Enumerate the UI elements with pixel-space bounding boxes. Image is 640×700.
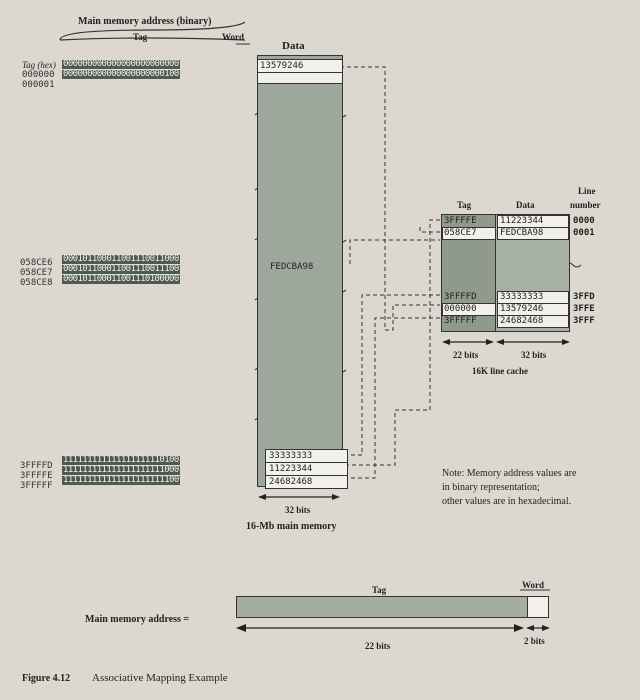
cache-data-0001: FEDCBA98 [497,227,569,240]
memory-caption: 16-Mb main memory [246,521,337,532]
address-tag-label: Tag [133,32,148,42]
cache-line-3ffe: 3FFE [573,304,595,314]
cache-number-header: number [570,200,601,210]
binary-address-row-058ce8: 000101100011001110100000 [63,274,179,284]
cache-tag-3fff: 3FFFFF [444,316,477,326]
cache-line-header: Line [578,186,596,196]
note-line-1: Note: Memory address values are [442,468,577,479]
cache-data-3ffd: 33333333 [497,291,569,304]
main-memory-address-heading: Main memory address (binary) [78,16,212,27]
cache-data-bits: 32 bits [521,350,547,360]
cache-tag-0001: 058CE7 [442,227,496,240]
format-word-bits: 2 bits [524,636,545,646]
tag-hex-058ce6: 058CE6 [20,258,53,268]
cache-data-header: Data [516,200,535,210]
cache-line-0000: 0000 [573,216,595,226]
memory-data-header: Data [282,40,305,52]
figure-title: Associative Mapping Example [92,672,228,684]
tag-hex-3fffd: 3FFFFD [20,461,53,471]
memory-width-label: 32 bits [285,505,311,515]
memory-cell-3fffd: 33333333 [265,449,348,463]
cache-tag-3ffd: 3FFFFD [444,292,477,302]
cache-tag-bits: 22 bits [453,350,479,360]
address-word-label: Word [222,32,245,42]
tag-hex-3ffff: 3FFFFF [20,481,53,491]
memory-cell-000000: 13579246 [257,59,343,73]
binary-address-row-058ce7: 000101100011001110011100 [63,264,179,274]
cache-data-3ffe: 13579246 [497,303,569,316]
note-line-3: other values are in hexadecimal. [442,496,572,507]
memory-cell-000001 [257,72,343,84]
format-tag-bits: 22 bits [365,641,391,651]
tag-hex-058ce8: 058CE8 [20,278,53,288]
cache-line-3ffd: 3FFD [573,292,595,302]
format-word-field [527,596,549,618]
note-line-2: in binary representation; [442,482,540,493]
tag-hex-label: Tag (hex) [22,60,56,70]
binary-address-row-058ce6: 000101100011001110011000 [63,254,179,264]
cache-caption: 16K line cache [472,366,528,376]
cache-tag-3ffe: 000000 [442,303,496,316]
format-tag-label: Tag [372,585,387,595]
format-main-memory-address-label: Main memory address = [85,614,190,625]
cache-line-0001: 0001 [573,228,595,238]
cache-tag-0000: 3FFFFE [444,216,477,226]
figure-number: Figure 4.12 [22,673,71,684]
memory-cell-3ffff: 24682468 [265,475,348,489]
cache-data-0000: 11223344 [497,215,569,228]
binary-address-row-000001: 000000000000000000000100 [63,69,179,79]
binary-address-row-000000: 000000000000000000000000 [63,59,179,69]
binary-address-row-3fffd: 111111111111111111110100 [63,455,179,465]
cache-line-3fff: 3FFF [573,316,595,326]
binary-address-row-3fffe: 111111111111111111111000 [63,465,179,475]
tag-hex-058ce7: 058CE7 [20,268,53,278]
cache-tag-header: Tag [457,200,472,210]
memory-cell-058ce7: FEDCBA98 [270,262,314,272]
cache-data-3fff: 24682468 [497,315,569,328]
tag-hex-000001: 000001 [22,80,55,90]
tag-hex-000000: 000000 [22,70,55,80]
memory-cell-3fffe: 11223344 [265,462,348,476]
tag-hex-3fffe: 3FFFFE [20,471,53,481]
format-word-label: Word [522,580,545,590]
binary-address-row-3ffff: 111111111111111111111100 [63,475,179,485]
format-tag-field [236,596,528,618]
